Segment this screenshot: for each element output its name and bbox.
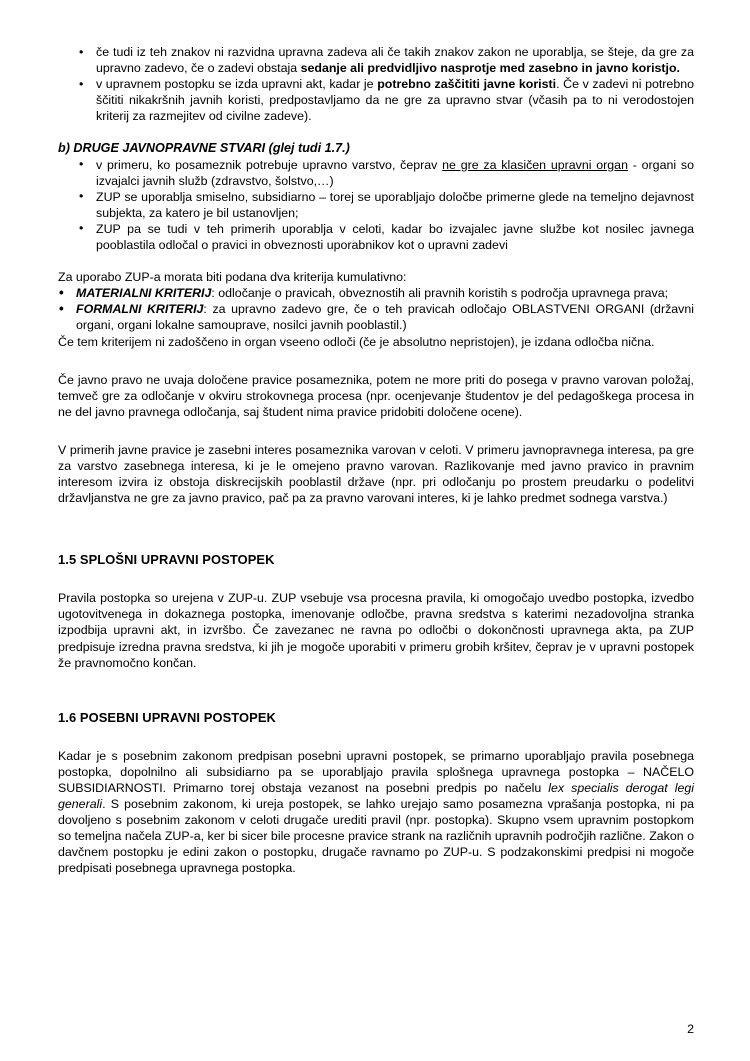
bullet-b1-underline: ne gre za klasičen upravni organ — [442, 157, 628, 172]
list-item — [58, 44, 694, 76]
spacer — [58, 420, 694, 442]
heading-1-6: 1.6 POSEBNI UPRAVNI POSTOPEK — [58, 709, 276, 725]
criteria-intro: Za uporabo ZUP-a morata biti podana dva kriterija kumulativno: — [58, 270, 407, 285]
paragraph-1-6-latin-phrase: lex specialis derogat legi generali — [58, 780, 694, 811]
paragraph-javno-pravo: Če javno pravo ne uvaja določene pravice posameznika, potem ne more priti do posega v pravno varovan položaj, temveč gre za odločanje v okviru strokovnega procesa (npr. ocenjevanje študentov je del pedagoškega procesa in ne del javno pravnega odločanja, saj študent nima pravice pridobiti določene ocene). — [58, 372, 694, 419]
criteria-1-label: MATERIALNI KRITERIJ — [76, 286, 212, 301]
bullet-list-a — [58, 44, 694, 124]
criteria-outro: Če tem kriterijem ni zadoščeno in organ vseeno odloči (če je absolutno nepristojen), je izdana odločba nična. — [58, 334, 655, 349]
bullet-b1-text-2: - organi so izvajalci javnih služb (zdravstvo, šolstvo,…) — [96, 157, 694, 188]
paragraph-1-6-part-1: Kadar je s posebnim zakonom predpisan posebni upravni postopek, se primarno uporabljajo pravila posebnega postopka, dopolnilno ali subsidiarno pa se uporabljajo pravila splošnega upravnega postopka – NAČELO SUBSIDIARNOSTI. Primarno torej obstaja vezanost na posebni predpis po načelu — [58, 748, 694, 795]
spacer — [58, 253, 694, 269]
spacer — [58, 701, 694, 710]
spacer — [58, 568, 694, 590]
subheading-b-note: (glej tudi 1.7.) — [265, 141, 350, 156]
list-item — [58, 189, 694, 221]
heading-1-5: 1.5 SPLOŠNI UPRAVNI POSTOPEK — [58, 552, 275, 568]
list-item — [58, 301, 694, 333]
bullet-list-b — [58, 157, 694, 254]
list-item — [58, 285, 694, 301]
bullet-a1-bold: sedanje ali predvidljivo nasprotje med zasebno in javno koristjo. — [300, 61, 680, 76]
bullet-b1-text-1: v primeru, ko posameznik potrebuje upravno varstvo, čeprav — [96, 157, 443, 172]
spacer — [58, 536, 694, 552]
criteria-list — [58, 285, 694, 333]
spacer — [58, 350, 694, 372]
bullet-b2-text: ZUP se uporablja smiselno, subsidiarno – torej se uporabljajo določbe primerne glede na temeljno dejavnost subjekta, za katero je bil ustanovljen; — [96, 189, 694, 220]
list-item — [58, 157, 694, 189]
spacer — [58, 726, 694, 748]
spacer — [58, 671, 694, 701]
paragraph-1-5: Pravila postopka so urejena v ZUP-u. ZUP vsebuje vsa procesna pravila, ki omogočajo uvedbo postopka, izvedbo ugotovitvenega in dokaznega postopka, imenovanje odločbe, pravna sredstva s katerimi nezadovoljna stranka izpodbija upravni akt, in izvršbo. Če zavezanec ne ravna po odločbi o dokončnosti upravnega akta, pa ZUP predpisuje izredna pravna sredstva, ki jih je mogoče uporabiti v primeru grobih kršitev, čeprav je v upravni postopek že pravnomočno končan. — [58, 591, 694, 670]
spacer — [58, 124, 694, 140]
paragraph-1-6-part-2: . S posebnim zakonom, ki ureja postopek, se lahko urejajo samo posamezna vprašanja postopka, ni pa dovoljeno s posebnim zakonom v celoti drugače urediti pravil (npr. postopka). Skupno vsem upravnim postopkom so temeljna načela ZUP-a, ker bi sicer bile procesne pravice strank na različnih upravnih področjih različne. Zakon o davčnem postopku je edini zakon o postopku, drugače ravnamo po ZUP-u. S podzakonskimi predpisi ni mogoče predpisati posebnega upravnega postopka. — [58, 797, 694, 876]
bullet-a2-text-2: . Če v zadevi ni potrebno ščititi nikakršnih javnih koristi, predpostavljamo da ne gre za upravno stvar (včasih pa to ni verodostojen kriterij za razmejitev od civilne zadeve). — [96, 77, 694, 124]
criteria-2-label: FORMALNI KRITERIJ — [76, 302, 204, 317]
bullet-a1-text-1: če tudi iz teh znakov ni razvidna upravna zadeva ali če takih znakov zakon ne uporablja, se šteje, da gre za upravno zadevo, če o zadevi obstaja — [96, 45, 694, 76]
subheading-b-title: b) DRUGE JAVNOPRAVNE STVARI — [58, 141, 266, 156]
criteria-2-text: : za upravno zadevo gre, če o teh pravicah odločajo OBLASTVENI ORGANI (državni organi, organi lokalne samouprave, nosilci javnih pooblastil.) — [76, 302, 694, 333]
bullet-a2-bold: potrebno zaščititi javne koristi — [377, 77, 557, 92]
subheading-b — [58, 140, 694, 156]
document-body — [58, 44, 694, 876]
list-item — [58, 221, 694, 253]
bullet-b3-text: ZUP pa se tudi v teh primerih uporablja v celoti, kadar bo izvajalec javne službe kot nosilec javnega pooblastila odločal o pravici in obveznosti uporabnikov kot o upravni zadevi — [96, 221, 694, 253]
list-item — [58, 76, 694, 124]
bullet-a2-text-1: v upravnem postopku se izda upravni akt, kadar je — [96, 77, 378, 92]
spacer — [58, 506, 694, 536]
criteria-1-text: : odločanje o pravicah, obveznostih ali pravnih koristih s področja upravnega prava; — [211, 286, 669, 301]
paragraph-javne-pravice: V primerih javne pravice je zasebni interes posameznika varovan v celoti. V primeru javnopravnega interesa, pa gre za varstvo zasebnega interesa, ki je le omejeno pravno varovan. Razlikovanje med javno pravico in pravnim interesom izvira iz obstoja diskrecijskih pooblastil države (npr. pri odločanju po prostem preudarku o podelitvi državljanstva ne gre za javno pravico, pač pa za pravno varovani interes, ki je lahko predmet sodnega varstva.) — [58, 442, 694, 506]
page-number: 2 — [687, 1022, 694, 1036]
paragraph-1-6 — [58, 748, 694, 877]
